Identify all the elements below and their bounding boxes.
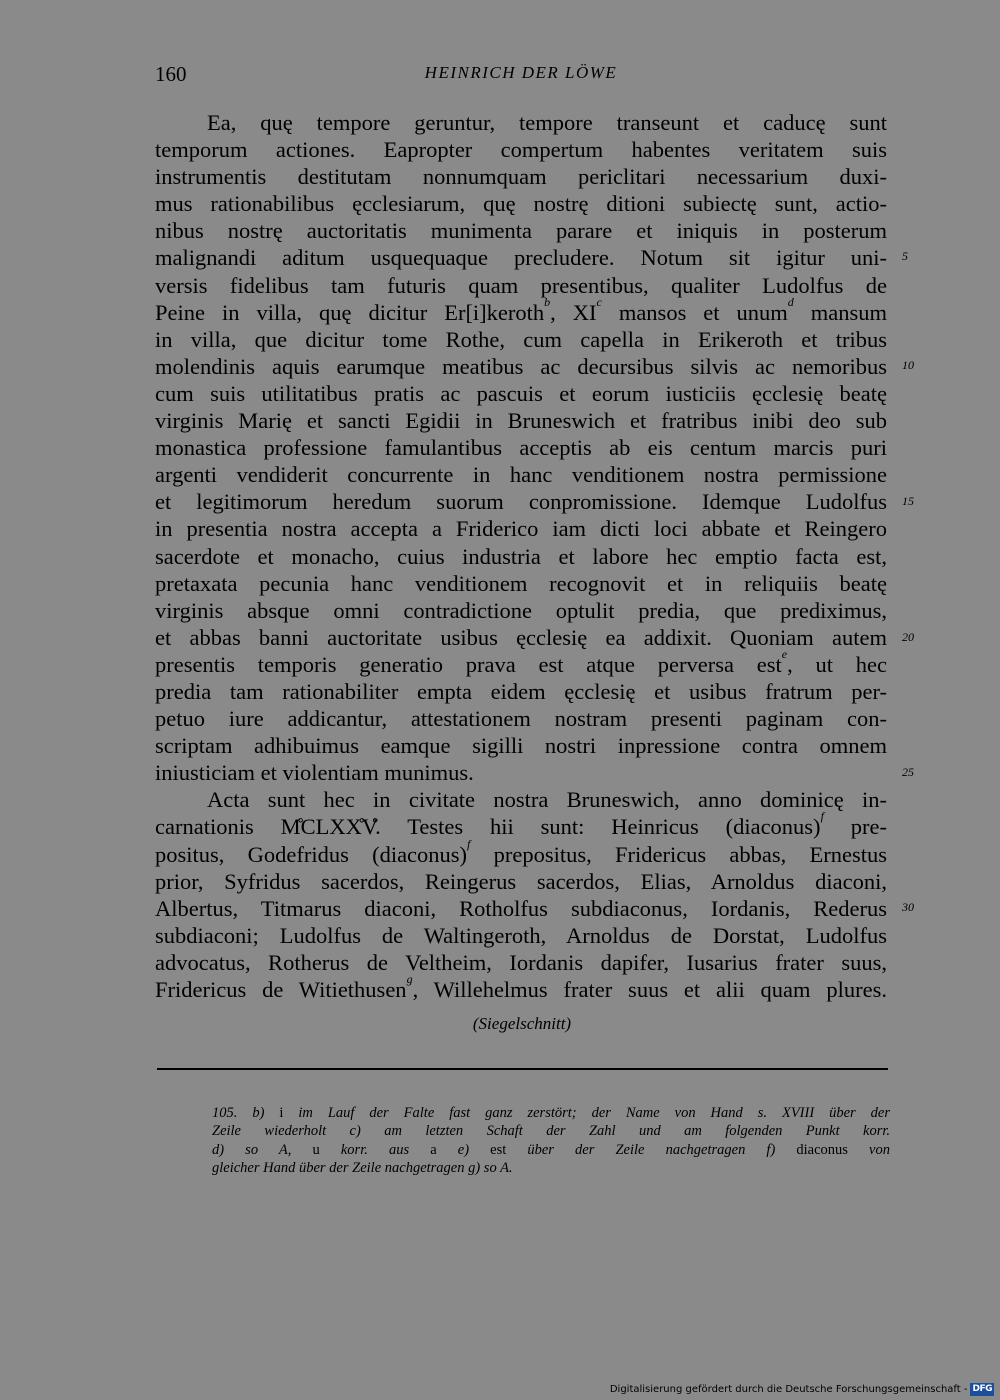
text-line: iniusticiam et violentiam munimus. — [155, 760, 474, 786]
text-line: virginis absque omni contradictione optulit predia, que prediximus, — [155, 597, 887, 623]
text-fragment: , ut hec — [787, 651, 887, 677]
text-line: sacerdote et monacho, cuius industria et labore hec emptio facta est, — [155, 543, 887, 569]
text-line: et abbas banni auctoritate usibus ęcclesię ea addixit. Quoniam autem — [155, 624, 887, 650]
footnote-fragment: e) — [436, 1141, 491, 1158]
text-fragment: positus, Godefridus (diaconus) — [155, 841, 468, 867]
footnote-marker-e: e — [781, 646, 788, 661]
text-line: et legitimorum heredum suorum conpromissione. Idemque Ludolfus — [155, 489, 887, 515]
footnote-fragment: est — [490, 1141, 507, 1158]
text-line: scriptam adhibuimus eamque sigilli nostri inpressione contra omnem — [155, 733, 887, 759]
footnote-fragment: a — [430, 1141, 437, 1158]
text-fragment: carnationis M̊CLXX̊V̊. Testes hii sunt: Heinricus (diaconus) — [155, 814, 821, 840]
text-line: Ea, quę tempore geruntur, tempore transeunt et caducę sunt — [207, 110, 887, 135]
text-line: virginis Marię et sancti Egidii in Bruneswich et fratribus inibi deo sub — [155, 408, 887, 434]
footnote-fragment: über der Zeile nachgetragen f) — [506, 1141, 797, 1158]
text-line: advocatus, Rotherus de Veltheim, Iordanis dapifer, Iusarius frater suus, — [155, 949, 887, 975]
footnote-fragment: u — [312, 1141, 320, 1158]
footnotes — [212, 1104, 890, 1178]
text-line: cum suis utilitatibus pratis ac pascuis et eorum iusticiis ęcclesię beatę — [155, 380, 887, 406]
text-fragment: mansum — [793, 299, 887, 325]
footnote-marker-f: f — [467, 836, 471, 851]
text-line: nibus nostrę auctoritatis munimenta parare et iniquis in posterum — [155, 218, 887, 244]
text-line: in presentia nostra accepta a Friderico iam dicti loci abbate et Reingero — [155, 516, 887, 542]
text-line: prior, Syfridus sacerdos, Reingerus sacerdos, Elias, Arnoldus diaconi, — [155, 868, 887, 894]
footnote-fragment: d) so A, — [212, 1141, 313, 1158]
footnote-fragment: korr. aus — [319, 1141, 431, 1158]
text-line — [155, 646, 887, 678]
text-fragment: , XI — [550, 299, 597, 325]
text-fragment: prepositus, Fridericus abbas, Ernestus — [470, 841, 887, 867]
footnote-marker-f: f — [820, 809, 824, 824]
text-line: molendinis aquis earumque meatibus ac decursibus silvis ac nemoribus — [155, 353, 887, 379]
footnote-fragment: 105. b) — [212, 1105, 280, 1121]
footnote-line — [212, 1141, 890, 1159]
footnote-line: Zeile wiederholt c) am letzten Schaft der Zahl und am folgenden Punkt korr. — [212, 1123, 890, 1140]
text-line: temporum actiones. Eapropter compertum habentes veritatem suis — [155, 137, 887, 163]
text-line — [155, 972, 887, 1003]
text-line: versis fidelibus tam futuris quam presentibus, qualiter Ludolfus de — [155, 272, 887, 298]
margin-line-number: 5 — [902, 249, 908, 263]
footnote-line — [212, 1104, 890, 1122]
footnote-fragment: von — [847, 1141, 890, 1158]
text-fragment: pre- — [823, 814, 887, 840]
dfg-logo-icon[interactable]: DFG — [972, 1383, 992, 1394]
seal-note-text: (Siegelschnitt) — [472, 1014, 572, 1033]
footnote-marker-g: g — [406, 972, 413, 986]
margin-line-number: 30 — [902, 900, 914, 914]
text-fragment: presentis temporis generatio prava est atque perversa est — [155, 651, 782, 677]
text-line: in villa, que dicitur tome Rothe, cum capella in Erikeroth et tribus — [155, 326, 887, 352]
text-line — [155, 836, 887, 868]
margin-line-number: 15 — [902, 494, 914, 508]
text-line: Acta sunt hec in civitate nostra Bruneswich, anno dominicę in- — [207, 787, 887, 813]
text-line: argenti vendiderit concurrente in hanc venditionem nostra permissione — [155, 462, 887, 488]
footnote-divider — [157, 1068, 888, 1070]
text-line: predia tam rationabiliter empta eidem ęcclesię et usibus fratrum per- — [155, 678, 887, 704]
text-line: petuo iure addicantur, attestationem nostram presenti paginam con- — [155, 706, 887, 732]
dfg-funding-footer — [610, 1382, 994, 1396]
text-line — [155, 294, 887, 326]
footnote-fragment: i — [279, 1105, 284, 1121]
charter-text — [155, 109, 887, 1003]
text-fragment: Peine in villa, quę dicitur Er[i]keroth — [155, 299, 545, 325]
text-line: mus rationabilibus ęcclesiarum, quę nostrę ditioni subiectę sunt, actio- — [155, 191, 887, 217]
page-header — [155, 62, 887, 90]
footnote-marker-b: b — [544, 294, 551, 309]
page-number: 160 — [155, 62, 187, 86]
text-line: Albertus, Titmarus diaconi, Rotholfus subdiaconus, Iordanis, Rederus — [155, 895, 887, 921]
footnote-fragment: diaconus — [796, 1141, 848, 1158]
text-fragment: , Willehelmus frater suus et alii quam plures. — [412, 977, 887, 1002]
text-line: monastica professione famulantibus acceptis ab eis centum marcis puri — [155, 435, 887, 461]
dfg-footer-text: Digitalisierung gefördert durch die Deutsche Forschungsgemeinschaft - — [609, 1383, 968, 1395]
text-fragment: Fridericus de Witiethusen — [155, 977, 407, 1002]
footnote-line: gleicher Hand über der Zeile nachgetragen g) so A. — [212, 1160, 513, 1177]
footnote-marker-d: d — [787, 294, 794, 309]
text-line: instrumentis destitutam nonnumquam periclitari necessarium duxi- — [155, 164, 887, 190]
footnote-fragment: im Lauf der Falte fast ganz zerstört; der Name von Hand s. XVIII über der — [283, 1105, 890, 1121]
text-line: subdiaconi; Ludolfus de Waltingeroth, Arnoldus de Dorstat, Ludolfus — [155, 922, 887, 948]
margin-line-number: 10 — [902, 358, 914, 372]
seal-note — [0, 1014, 1000, 1034]
text-fragment: mansos et unum — [601, 299, 788, 325]
text-line: malignandi aditum usquequaque precludere. Notum sit igitur uni- — [155, 245, 887, 271]
text-line: pretaxata pecunia hanc venditionem recognovit et in reliquiis beatę — [155, 570, 887, 596]
footnote-marker-c: c — [596, 294, 602, 309]
running-title: HEINRICH DER LÖWE — [424, 63, 618, 82]
text-line — [155, 809, 887, 840]
margin-line-number: 20 — [902, 630, 914, 644]
margin-line-number: 25 — [902, 765, 914, 779]
